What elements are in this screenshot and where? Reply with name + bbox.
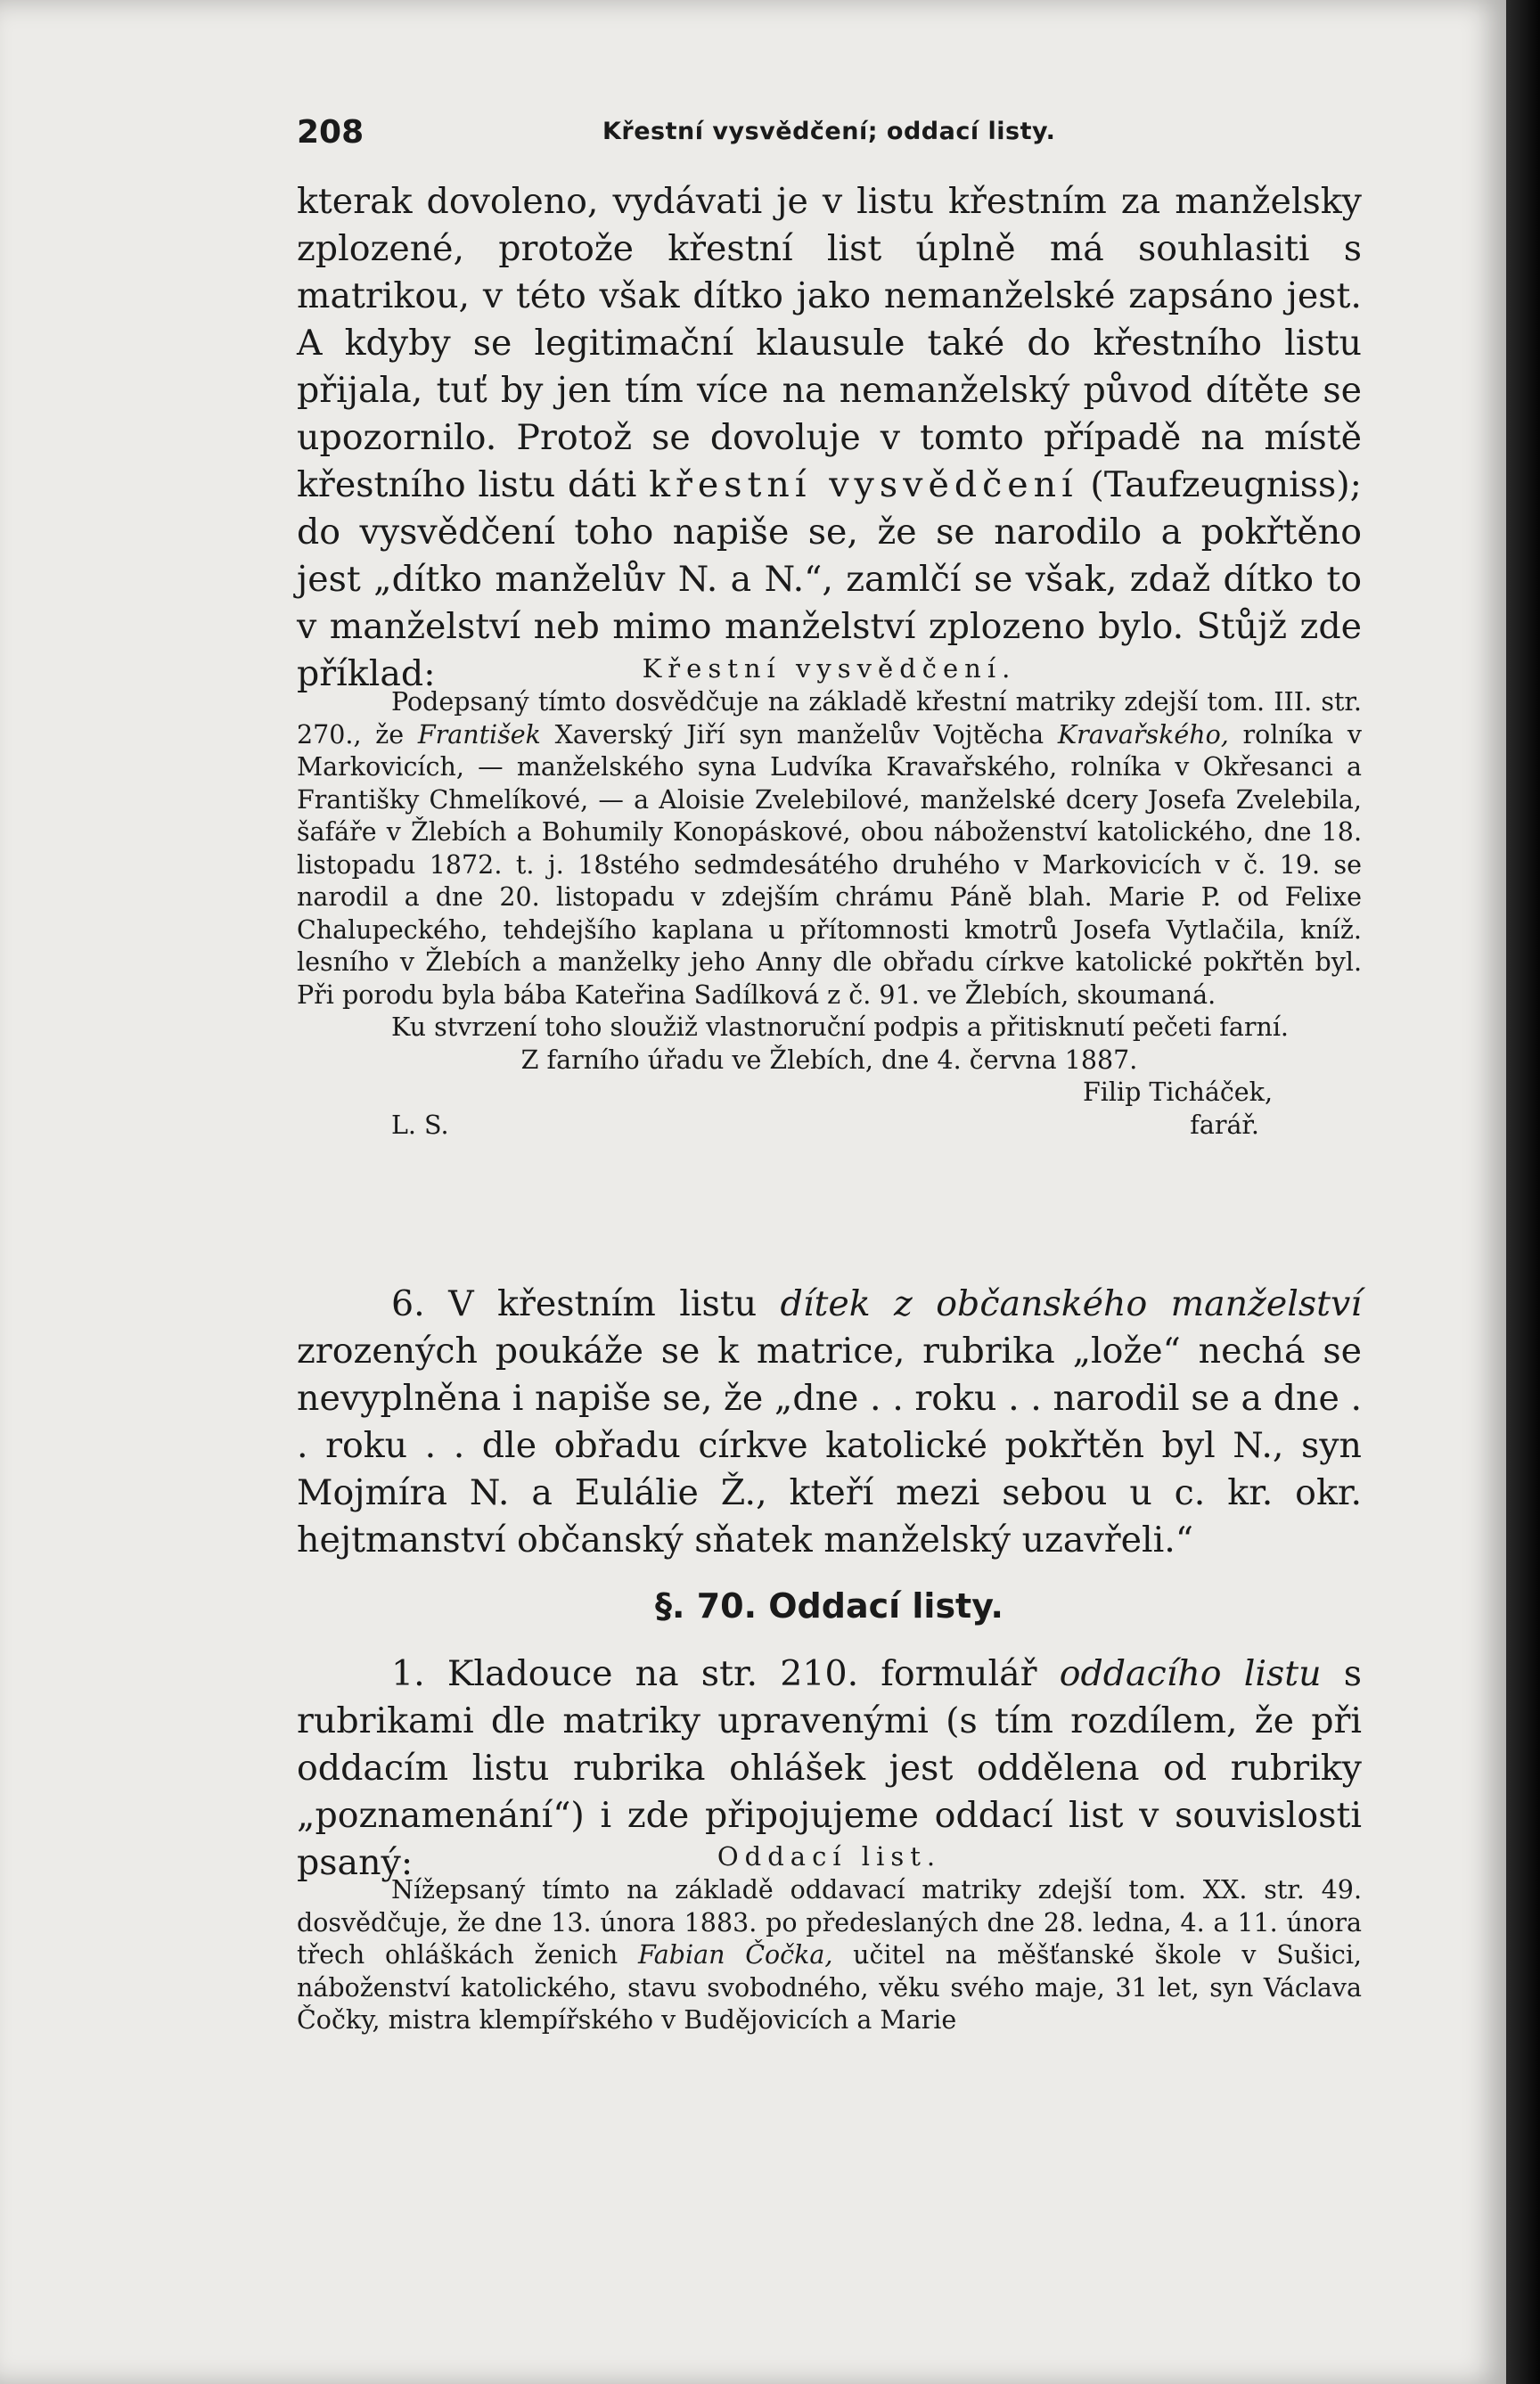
book-binding-edge [1506,0,1540,2384]
paragraph-6 [297,1281,1362,1564]
certificate-text: Nížepsaný tímto na základě oddavací matriky zdejší tom. XX. str. 49. dosvědčuje, že dne 13. února 1883. po předeslaných dne 28. ledna, 4. a 11. února třech ohláškách ženich [297,1875,1362,1970]
certificate-title: Křestní vysvědčení. [642,653,1017,684]
signer-role: farář. [1190,1110,1259,1140]
certificate-text: Podepsaný tímto dosvědčuje na základě křestní matriky zdejší tom. III. str. 270., že [297,687,1362,750]
paragraph-text: zrozených poukáže se k matrice, rubrika „lože“ nechá se nevyplněna i napiše se, že „dne . . roku . . narodil se a dne . . roku . . dle obřadu církve katolické pokřtěn byl N., syn Mojmíra N. a Eulálie Ž., kteří mezi sebou u c. kr. okr. hejtmanství občanský sňatek manželský uzavřeli.“ [297,1331,1362,1561]
page-header [297,114,1362,153]
certificate-body [297,686,1362,1012]
page-number: 208 [297,114,365,151]
spaced-term: křestní vysvědčení [649,464,1078,505]
italic-term: oddacího listu [1059,1653,1322,1694]
paragraph-text: 1. Kladouce na str. 210. formulář [391,1653,1060,1694]
paragraph-text: s rubrikami dle matriky upravenými (s tím rozdílem, že při oddacím listu rubrika ohlášek jest oddělena od rubriky „poznamenání“) i zde připojujeme oddací list v souvislosti psaný: [297,1653,1362,1883]
child-name: František [417,719,541,750]
certificate-text: Xaverský Jiří syn manželův Vojtěcha [540,719,1058,750]
paragraph-text: kterak dovoleno, vydávati je v listu křestním za manželsky zplozené, protože křestní list úplně má souhlasiti s matrikou, v této však dítko jako nemanželské zapsáno jest. A kdyby se legitimační klausule také do křestního listu přijala, tuť by jen tím více na nemanželský původ dítěte se upozornilo. Protož se dovoluje v tomto případě na místě křestního listu dáti [297,181,1362,505]
baptism-certificate-example [297,651,1362,1143]
section-heading: §. 70. Oddací listy. [655,1586,1003,1626]
father-surname: Kravařského, [1057,719,1229,750]
paragraph-intro [297,178,1362,698]
seal-mark: L. S. [391,1110,449,1140]
running-head: Křestní vysvědčení; oddací listy. [602,118,1056,145]
certificate-attest: Ku stvrzení toho sloužiž vlastnoruční podpis a přitisknutí pečeti farní. [391,1012,1289,1042]
certificate-body [297,1874,1362,2037]
certificate-title: Oddací list. [717,1841,942,1872]
paragraph-text: V křestním listu [424,1283,781,1324]
paragraph-text: (Taufzeugniss); do vysvědčení toho napiše se, že se narodilo a pokřtěno jest „dítko manželův N. a N.“, zamlčí se však, zdaž dítko to v manželství neb mimo manželství zplozeno bylo. Stůjž zde příklad: [297,464,1362,694]
paragraph-number: 6. [391,1283,425,1324]
certificate-place-date: Z farního úřadu ve Žlebích, dne 4. června 1887. [520,1045,1138,1075]
certificate-text: rolníka v Markovicích, — manželského syna Ludvíka Kravařského, rolníka v Okřesanci a Františky Chmelíkové, — a Aloisie Zvelebilové, manželské dcery Josefa Zvelebila, šafáře v Žlebích a Bohumily Konopáskové, obou náboženství katolického, dne 18. listopadu 1872. t. j. 18stého sedmdesátého druhého v Markovicích v č. 19. se narodil a dne 20. listopadu v zdejším chrámu Páně blah. Marie P. od Felixe Chalupeckého, tehdejšího kaplana u přítomnosti kmotrů Josefa Vytlačila, kníž. lesního v Žlebích a manželky jeho Anny dle obřadu církve katolické pokřtěn byl. Při porodu byla bába Kateřina Sadílková z č. 91. ve Žlebích, skoumaná. [297,719,1362,1010]
italic-term: dítek z občanského manželství [780,1283,1363,1324]
marriage-certificate-example [297,1839,1362,2037]
certificate-signer: Filip Ticháček, [1082,1077,1273,1107]
seal-row [297,1110,1362,1143]
certificate-text: učitel na měšťanské škole v Sušici, náboženství katolického, stavu svobodného, věku svého maje, 31 let, syn Václava Čočky, mistra klempířského v Budějovicích a Marie [297,1940,1362,2035]
groom-name: Fabian Čočka, [637,1940,833,1970]
